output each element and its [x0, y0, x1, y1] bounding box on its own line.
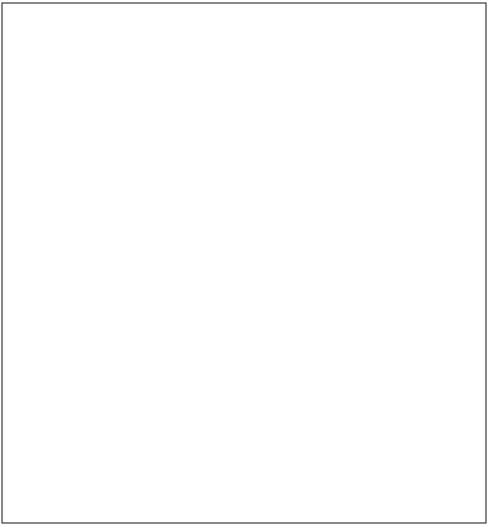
table-frame	[2, 3, 486, 523]
